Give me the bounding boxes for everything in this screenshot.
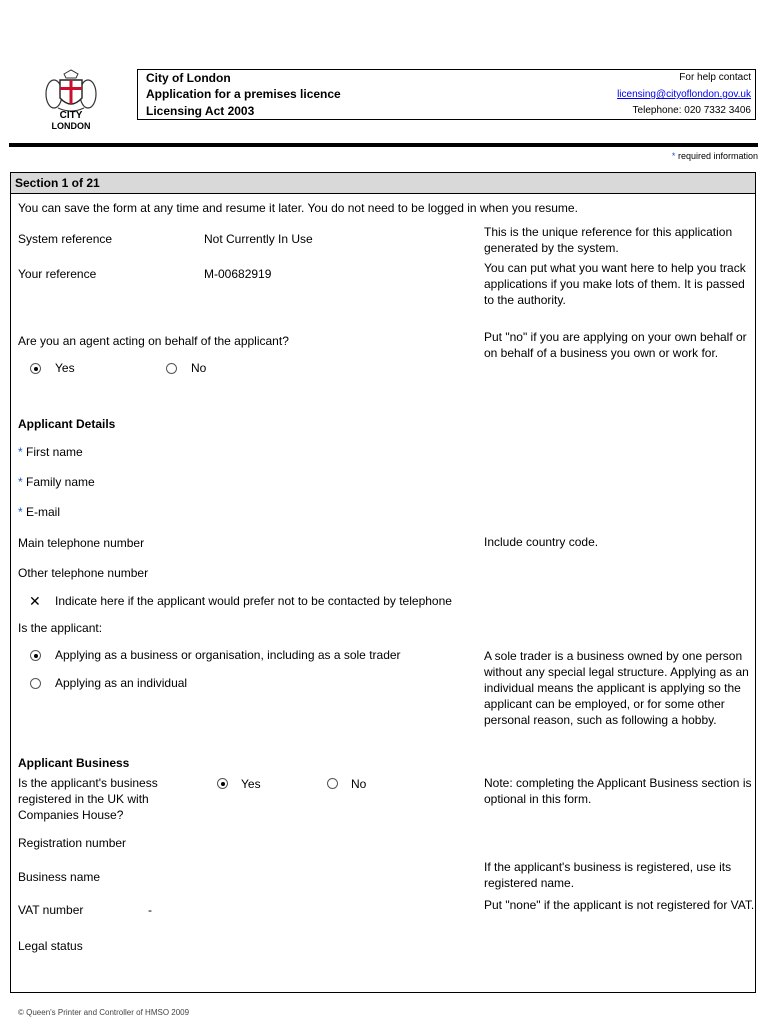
registered-yes-radio[interactable]	[217, 778, 228, 789]
registered-no-label: No	[351, 777, 367, 791]
legal-status-label: Legal status	[18, 939, 83, 953]
agent-yes-radio[interactable]	[30, 363, 41, 374]
section-title: Section 1 of 21	[15, 176, 100, 190]
applicant-business-heading: Applicant Business	[18, 756, 130, 770]
agent-question: Are you an agent acting on behalf of the applicant?	[18, 334, 289, 348]
header-box	[137, 69, 756, 120]
help-label: For help contact	[679, 72, 751, 83]
system-reference-value: Not Currently In Use	[204, 232, 313, 246]
vat-help: Put "none" if the applicant is not registered for VAT.	[484, 898, 755, 912]
business-name-label: Business name	[18, 870, 101, 884]
business-name-help: If the applicant's business is registered, use its registered name.	[484, 860, 732, 890]
act-name: Licensing Act 2003	[146, 104, 255, 118]
vat-number-label: VAT number	[18, 903, 84, 917]
vat-number-value[interactable]: -	[148, 903, 152, 917]
org-name: City of London	[146, 71, 231, 85]
agent-yes-label: Yes	[55, 361, 75, 375]
your-reference-value[interactable]: M-00682919	[204, 267, 272, 281]
no-contact-checkbox[interactable]: ✕	[29, 593, 41, 609]
logo-london-text: LONDON	[51, 121, 91, 131]
applicant-details-heading: Applicant Details	[18, 417, 116, 431]
form-title: Application for a premises licence	[146, 87, 341, 101]
help-email-link[interactable]: licensing@cityoflondon.gov.uk	[617, 89, 751, 100]
header-divider	[9, 143, 758, 147]
your-reference-help: You can put what you want here to help you track applications if you make lots of them. It is passed to the authority.	[484, 261, 746, 307]
business-option-label: Applying as a business or organisation, including as a sole trader	[55, 648, 401, 662]
section-intro: You can save the form at any time and resume it later. You do not need to be logged in when you resume.	[18, 201, 578, 215]
applicant-type-help: A sole trader is a business owned by one person without any special legal structure. Applying as an individual means the applicant is applying so the applicant can be employed, or for some other personal reason, such as following a hobby.	[484, 649, 749, 727]
registered-no-radio[interactable]	[327, 778, 338, 789]
system-reference-help: This is the unique reference for this application generated by the system.	[484, 225, 733, 255]
registered-question: Is the applicant's business registered in the UK with Companies House?	[18, 776, 158, 822]
first-name-label: * First name	[18, 445, 83, 459]
applicant-type-label: Is the applicant:	[18, 621, 103, 635]
other-phone-label: Other telephone number	[18, 566, 149, 580]
main-phone-label: Main telephone number	[18, 536, 145, 550]
registered-yes-label: Yes	[241, 777, 261, 791]
your-reference-label: Your reference	[18, 267, 97, 281]
email-label: * E-mail	[18, 505, 61, 519]
individual-option-label: Applying as an individual	[55, 676, 188, 690]
family-name-label: * Family name	[18, 475, 95, 489]
registration-number-label: Registration number	[18, 836, 127, 850]
no-contact-label: Indicate here if the applicant would prefer not to be contacted by telephone	[55, 594, 452, 608]
business-note: Note: completing the Applicant Business section is optional in this form.	[484, 776, 752, 806]
agent-no-radio[interactable]	[166, 363, 177, 374]
main-phone-help: Include country code.	[484, 535, 599, 549]
system-reference-label: System reference	[18, 232, 113, 246]
agent-help: Put "no" if you are applying on your own behalf or on behalf of a business you own or work for.	[484, 330, 747, 360]
individual-radio[interactable]	[30, 678, 41, 689]
required-note: * required information	[671, 151, 758, 161]
logo-city-text: CITY	[59, 110, 83, 121]
agent-no-label: No	[191, 361, 207, 375]
help-phone: Telephone: 020 7332 3406	[632, 105, 751, 116]
business-radio[interactable]	[30, 650, 41, 661]
copyright-footer: © Queen's Printer and Controller of HMSO 2009	[18, 1008, 190, 1017]
city-of-london-logo	[40, 68, 102, 134]
section-header	[10, 172, 756, 194]
